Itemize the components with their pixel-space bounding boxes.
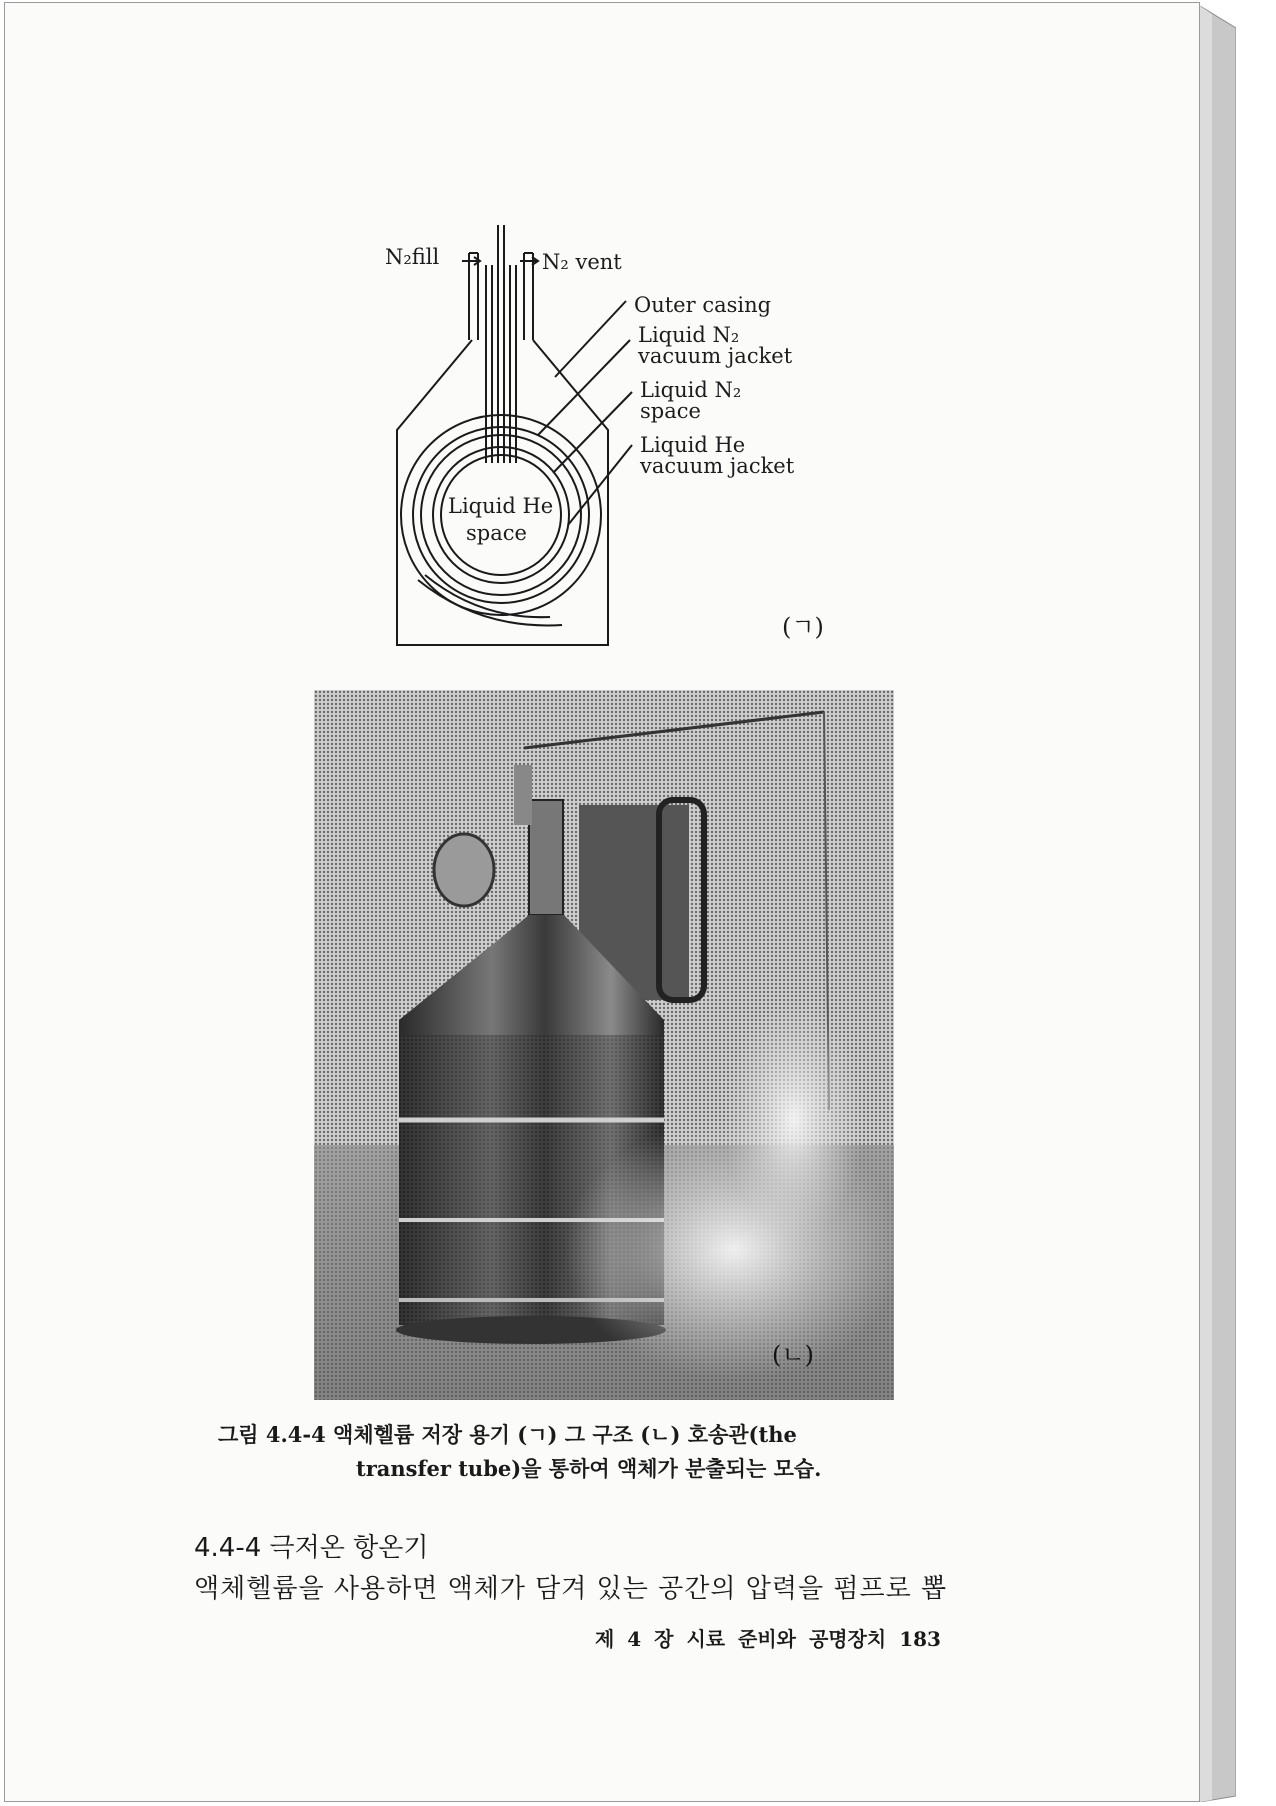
page-footer: 제 4 장 시료 준비와 공명장치 183 — [595, 1627, 941, 1651]
label-liquid-n2-space: Liquid N₂ — [640, 378, 742, 402]
label-liquid-he-vacuum-jacket: vacuum jacket — [640, 454, 795, 478]
vessel-diagram-drawing — [370, 225, 830, 665]
panel-label-a: (ㄱ) — [782, 613, 824, 641]
figure-caption — [218, 1418, 1038, 1486]
label-n2-vent: N₂ vent — [542, 250, 622, 274]
label-n2-fill: N₂fill — [385, 245, 440, 269]
dewar-photograph — [314, 690, 894, 1400]
label-liquid-he-vacuum-jacket: Liquid He — [640, 433, 746, 457]
vessel-cross-section-diagram — [370, 225, 830, 665]
page-edge-shadow — [1200, 6, 1236, 1802]
body-paragraph: 액체헬륨을 사용하면 액체가 담겨 있는 공간의 압력을 펌프로 뽑 — [194, 1574, 948, 1604]
label-liquid-n2-vacuum-jacket: Liquid N₂ — [638, 323, 740, 347]
label-liquid-n2-vacuum-jacket: vacuum jacket — [638, 344, 793, 368]
caption-line-2: transfer tube)을 통하여 액체가 분출되는 모습. — [356, 1456, 822, 1481]
section-heading: 4.4-4 극저온 항온기 — [194, 1533, 429, 1563]
label-liquid-he-space: Liquid He — [448, 494, 554, 518]
caption-line-1: 그림 4.4-4 액체헬륨 저장 용기 (ㄱ) 그 구조 (ㄴ) 호송관(the — [218, 1422, 797, 1447]
label-outer-casing: Outer casing — [634, 293, 772, 317]
label-liquid-n2-space: space — [640, 399, 701, 423]
dewar-photo-image — [314, 690, 894, 1400]
panel-label-b: (ㄴ) — [772, 1341, 814, 1369]
label-liquid-he-space: space — [466, 521, 527, 545]
